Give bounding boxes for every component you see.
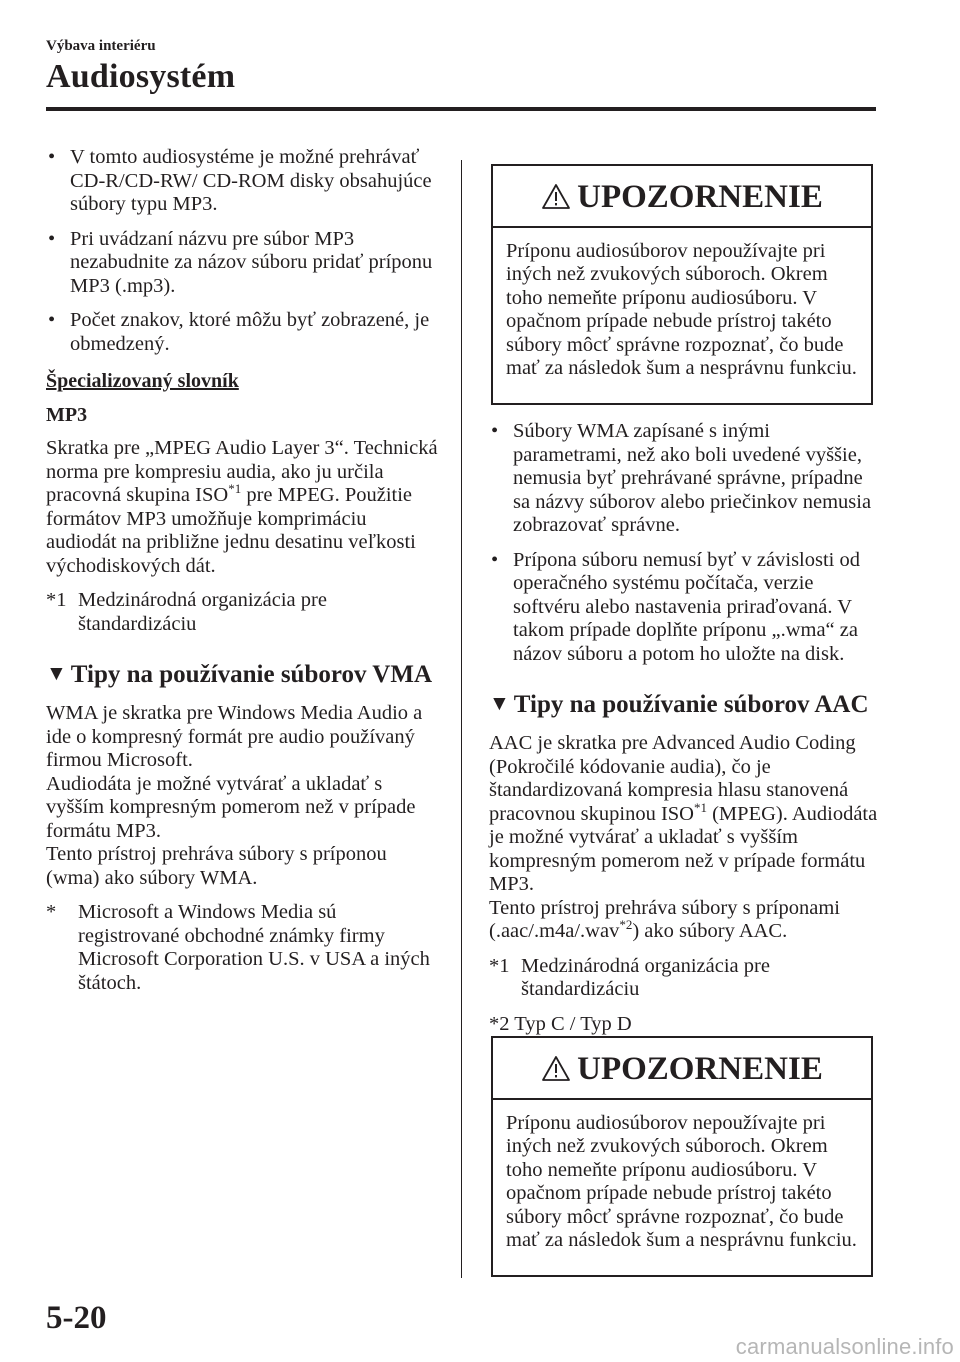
bullet-text: Pri uvádzaní názvu pre súbor MP3 nezabudnite za názov súboru pridať príponu MP3 (.mp3). [70, 227, 433, 297]
section-heading-text: Tipy na používanie súborov AAC [513, 691, 869, 718]
aac-paragraph [489, 732, 879, 897]
footnote [46, 589, 438, 636]
bullet-item [489, 549, 879, 667]
footnote-mark: * [46, 901, 57, 923]
section-heading-wma [46, 660, 438, 690]
triangle-icon: ▼ [46, 661, 67, 685]
footnote [46, 901, 438, 995]
warning-box [491, 1036, 873, 1277]
wma-paragraph: Audiodáta je možné vytvárať a ukladať s vyšším kompresným pomerom než v prípade formátu MP3. [46, 772, 416, 842]
aac-paragraph [489, 897, 879, 944]
page-number: 5-20 [46, 1300, 107, 1336]
warning-heading [493, 1048, 871, 1090]
footnote-mark: *1 [489, 954, 510, 977]
footnote-ref: *1 [693, 799, 707, 815]
bullet-dot: • [491, 548, 499, 571]
warning-triangle-icon [541, 1055, 571, 1082]
bullet-item [46, 146, 438, 217]
bullet-dot: • [48, 146, 56, 168]
warning-heading-text: UPOZORNENIE [577, 1051, 823, 1087]
triangle-icon: ▼ [489, 691, 510, 715]
page-title: Audiosystém [46, 58, 236, 95]
bullet-text: V tomto audiosystéme je možné prehrávať CD-R/CD-RW/ CD-ROM disky obsahujúce súbory typu MP3. [70, 146, 432, 215]
warning-box [491, 164, 873, 405]
bullet-item [46, 228, 438, 299]
aac-paragraph-part1: Tento prístroj prehráva súbory s príponami (.aac/.m4a/.wav [489, 896, 840, 942]
bullet-dot: • [491, 420, 499, 442]
aac-paragraph-part2: (MPEG). Audiodáta je možné vytvárať a ukladať s vyšším kompresným pomerom než v prípade formátu MP3. [489, 802, 878, 895]
warning-heading [493, 176, 871, 218]
warning-triangle-icon [541, 183, 571, 210]
term-definition-part2: pre MPEG. Použitie formátov MP3 umožňuje komprimáciu audiodát na približne jednu desatinu veľkosti východiskových dát. [46, 484, 416, 577]
warning-text: Príponu audiosúborov nepoužívajte pri iných než zvukových súboroch. Okrem toho nemeňte príponu audiosúboru. V opačnom prípade nebude prístroj takéto súbory môcť správne rozpoznať, čo bude mať za následok šum a nesprávnu funkciu. [506, 1111, 857, 1251]
title-underline [46, 107, 876, 111]
footnote-mark: *1 [46, 589, 67, 611]
aac-paragraph-part2: ) ako súbory AAC. [632, 920, 788, 942]
aac-paragraph-part1: AAC je skratka pre Advanced Audio Coding (Pokročilé kódovanie audia), čo je štandardizovaná kompresia hlasu stanovená pracovnou skupinou ISO [489, 732, 856, 825]
bullet-text: Počet znakov, ktoré môžu byť zobrazené, je obmedzený. [70, 309, 430, 355]
bullet-text: Prípona súboru nemusí byť v závislosti od operačného systému počítača, verzie softvéru alebo nastavenia priraďovaná. V takom prípade doplňte príponu „.wma“ za názov súboru a potom ho uložte na disk. [513, 548, 860, 665]
bullet-item [46, 309, 438, 356]
breadcrumb: Výbava interiéru [46, 38, 156, 54]
warning-text: Príponu audiosúborov nepoužívajte pri iných než zvukových súboroch. Okrem toho nemeňte príponu audiosúboru. V opačnom prípade nebude prístroj takéto súbory môcť správne rozpoznať, čo bude mať za následok šum a nesprávnu funkciu. [506, 239, 857, 379]
bullet-text: Súbory WMA zapísané s inými parametrami, než ako boli uvedené vyššie, nemusia byť prehrávané správne, prípadne sa názvy súborov alebo priečinkov nemusia zobrazovať správne. [513, 420, 872, 536]
watermark: carmanualsonline.info [735, 1334, 954, 1359]
warning-heading-text: UPOZORNENIE [577, 179, 823, 215]
footnote-text: Medzinárodná organizácia pre štandardizáciu [521, 954, 770, 1000]
footnote-ref: *1 [228, 481, 242, 497]
section-heading-aac [489, 690, 879, 720]
bullet-item [489, 420, 879, 538]
left-column [46, 146, 438, 1006]
footnote: *2 Typ C / Typ D [489, 1012, 632, 1035]
footnote [489, 955, 879, 1002]
bullet-dot: • [48, 309, 56, 331]
glossary-heading: Špecializovaný slovník [46, 370, 239, 392]
footnote-ref: *2 [619, 917, 633, 933]
footnote-text: Microsoft a Windows Media sú registrované obchodné známky firmy Microsoft Corporation U.S. v USA a iných štátoch. [78, 901, 430, 994]
bullet-dot: • [48, 227, 56, 250]
right-column [489, 420, 879, 1036]
section-heading-text: Tipy na používanie súborov VMA [70, 661, 433, 688]
term-definition [46, 437, 438, 578]
wma-paragraph: Tento prístroj prehráva súbory s príponou (wma) ako súbory WMA. [46, 843, 387, 889]
glossary-term: MP3 [46, 403, 88, 426]
column-divider [461, 160, 462, 1278]
wma-paragraph: WMA je skratka pre Windows Media Audio a ide o kompresný formát pre audio používaný firmou Microsoft. [46, 702, 423, 771]
term-definition-part1: Skratka pre „MPEG Audio Layer 3“. Technická norma pre kompresiu audia, ako ju určila pracovná skupina ISO [46, 437, 438, 506]
footnote-text: Medzinárodná organizácia pre štandardizáciu [78, 589, 327, 635]
